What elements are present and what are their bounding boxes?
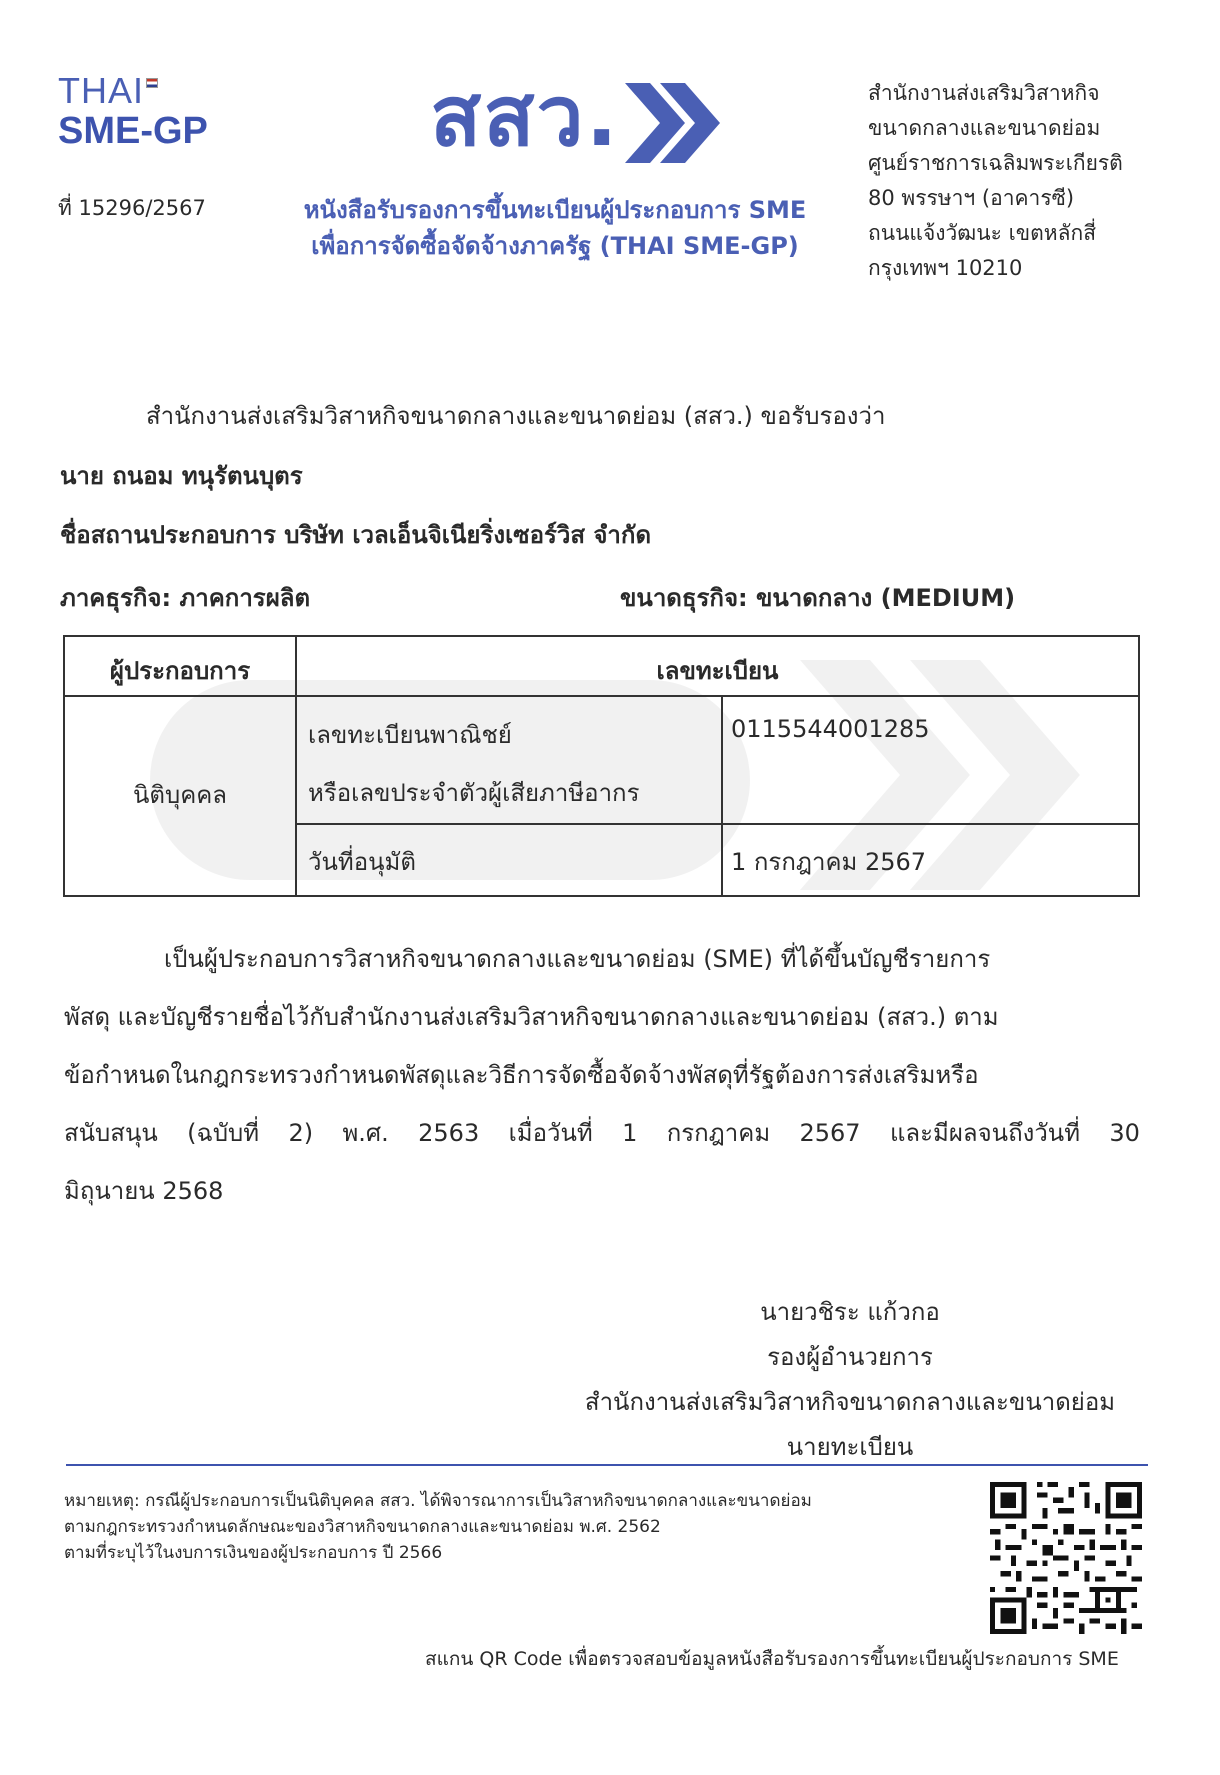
table-header-operator: ผู้ประกอบการ: [109, 657, 251, 685]
signer-position: รองผู้อำนวยการ: [767, 1343, 933, 1371]
paragraph-word: 2563: [418, 1119, 480, 1147]
paragraph-line: พัสดุ และบัญชีรายชื่อไว้กับสำนักงานส่งเสริมวิสาหกิจขนาดกลางและขนาดย่อม (สสว.) ตาม: [64, 1003, 999, 1031]
certificate-title-line1: หนังสือรับรองการขึ้นทะเบียนผู้ประกอบการ SME: [303, 196, 807, 224]
signer-agency: สำนักงานส่งเสริมวิสาหกิจขนาดกลางและขนาดย่อม: [584, 1388, 1116, 1416]
table-divider: [295, 823, 1138, 825]
paragraph-word: 2567: [799, 1119, 861, 1147]
signer-role: นายทะเบียน: [786, 1433, 914, 1461]
business-sector: ภาคธุรกิจ: ภาคการผลิต: [60, 584, 311, 612]
business-name: ชื่อสถานประกอบการ บริษัท เวลเอ็นจิเนียริ่งเซอร์วิส จำกัด: [60, 521, 652, 549]
agency-address: [868, 76, 1198, 286]
approval-date-value: 1 กรกฎาคม 2567: [731, 848, 927, 876]
footer-divider: [66, 1464, 1148, 1466]
paragraph-word: (ฉบับที่: [187, 1119, 260, 1147]
note-line: หมายเหตุ: กรณีผู้ประกอบการเป็นนิติบุคคล สสว. ได้พิจารณาการเป็นวิสาหกิจขนาดกลางและขนาดย่อม: [64, 1491, 812, 1511]
paragraph-word: สนับสนุน: [64, 1119, 158, 1147]
address-line: ศูนย์ราชการเฉลิมพระเกียรติ: [868, 151, 1123, 175]
address-line: สำนักงานส่งเสริมวิสาหกิจ: [868, 81, 1100, 105]
certificate-title-line2: เพื่อการจัดซื้อจัดจ้างภาครัฐ (THAI SME-GP): [311, 232, 799, 260]
document-number: ที่ 15296/2567: [58, 196, 206, 220]
paragraph-line: มิถุนายน 2568: [64, 1177, 224, 1205]
business-size: ขนาดธุรกิจ: ขนาดกลาง (MEDIUM): [620, 584, 1016, 612]
thai-flag-icon: [146, 78, 158, 88]
note-line: ตามกฎกระทรวงกำหนดลักษณะของวิสาหกิจขนาดกลางและขนาดย่อม พ.ศ. 2562: [64, 1517, 661, 1537]
table-divider: [721, 695, 723, 895]
address-line: ขนาดกลางและขนาดย่อม: [868, 116, 1101, 140]
paragraph-word: พ.ศ.: [342, 1119, 389, 1147]
reg-label-line2: หรือเลขประจำตัวผู้เสียภาษีอากร: [308, 779, 640, 807]
paragraph-word: และมีผลจนถึงวันที่: [889, 1119, 1081, 1147]
signature-block: [500, 1290, 1200, 1470]
paragraph-word: กรกฎาคม: [666, 1119, 771, 1147]
osmep-logo-text: สสว.: [430, 67, 620, 165]
certification-paragraph: [64, 930, 1140, 1220]
table-divider: [65, 695, 1138, 697]
paragraph-word: เมื่อวันที่: [508, 1119, 593, 1147]
reg-label-line1: เลขทะเบียนพาณิชย์: [308, 721, 512, 749]
thai-sme-gp-logo: [58, 72, 228, 152]
logo-thai-text: THAI: [58, 70, 145, 111]
address-line: 80 พรรษาฯ (อาคารซี): [868, 186, 1075, 210]
entity-type: นิติบุคคล: [132, 781, 228, 809]
registration-table: [63, 635, 1140, 897]
paragraph-line: ข้อกำหนดในกฎกระทรวงกำหนดพัสดุและวิธีการจัดซื้อจัดจ้างพัสดุที่รัฐต้องการส่งเสริมหรือ: [64, 1061, 979, 1089]
certificate-title: [250, 192, 860, 264]
paragraph-word: 30: [1109, 1119, 1140, 1147]
paragraph-word: 1: [622, 1119, 638, 1147]
logo-smegp-text: SME-GP: [58, 110, 208, 152]
address-line: ถนนแจ้งวัฒนะ เขตหลักสี่: [868, 221, 1097, 245]
approval-date-label: วันที่อนุมัติ: [308, 848, 416, 876]
registration-number: 0115544001285: [731, 715, 930, 743]
osmep-logo: [430, 67, 730, 172]
footer-note: [64, 1488, 964, 1566]
table-header-registration: เลขทะเบียน: [656, 657, 779, 685]
paragraph-line: [64, 1104, 1140, 1162]
qr-scan-instruction: สแกน QR Code เพื่อตรวจสอบข้อมูลหนังสือรับรองการขึ้นทะเบียนผู้ประกอบการ SME: [425, 1648, 1119, 1670]
signer-name: นายวชิระ แก้วกอ: [760, 1298, 940, 1326]
qr-code-icon[interactable]: [990, 1482, 1142, 1634]
paragraph-line: เป็นผู้ประกอบการวิสาหกิจขนาดกลางและขนาดย่อม (SME) ที่ได้ขึ้นบัญชีรายการ: [164, 945, 991, 973]
paragraph-word: 2): [288, 1119, 314, 1147]
person-name: นาย ถนอม ทนุรัตนบุตร: [60, 462, 303, 490]
address-line: กรุงเทพฯ 10210: [868, 256, 1023, 280]
double-chevron-icon: [605, 78, 730, 168]
intro-text: สำนักงานส่งเสริมวิสาหกิจขนาดกลางและขนาดย่อม (สสว.) ขอรับรองว่า: [146, 402, 886, 430]
note-line: ตามที่ระบุไว้ในงบการเงินของผู้ประกอบการ ปี 2566: [64, 1543, 443, 1563]
